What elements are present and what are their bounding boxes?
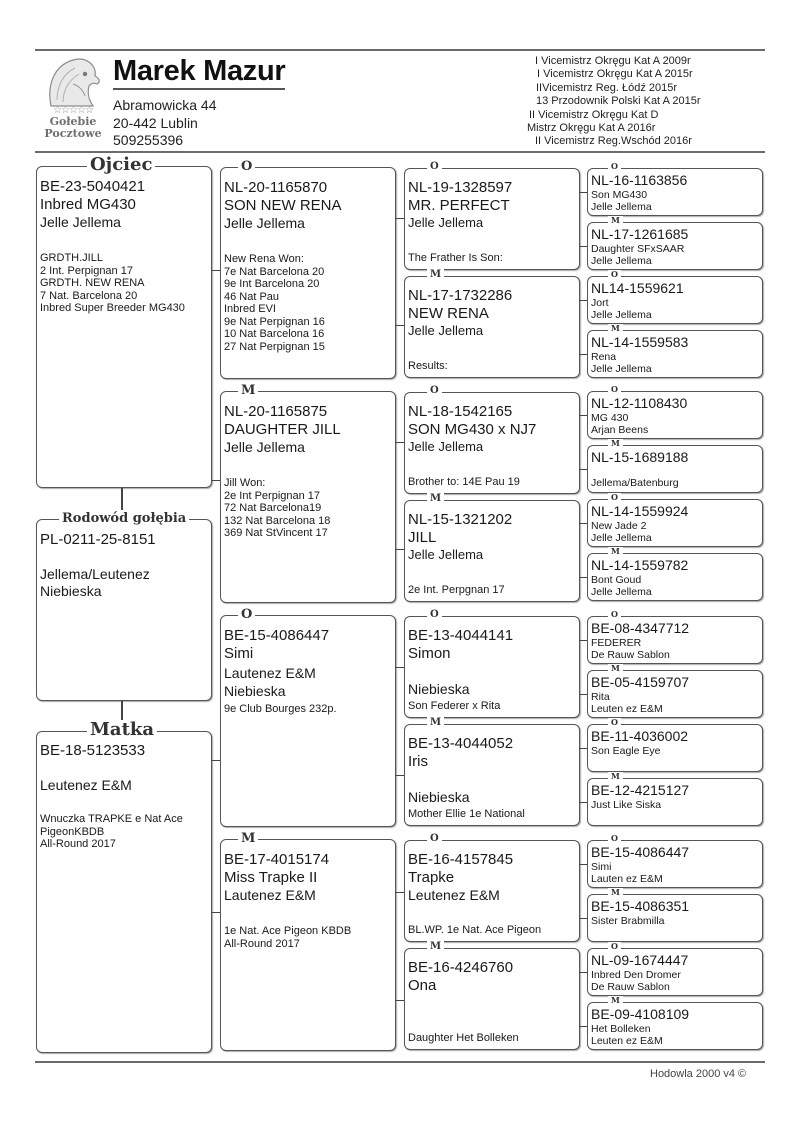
connector xyxy=(396,775,404,776)
dam-card[interactable] xyxy=(587,546,763,601)
sire-card[interactable] xyxy=(587,717,763,772)
pigeon-name: Simon xyxy=(408,645,451,662)
dam-card[interactable] xyxy=(587,215,763,270)
title-item: Mistrz Okręgu Kat A 2016r xyxy=(527,122,656,135)
dam-label: M xyxy=(608,888,623,897)
note: BL.WP. 1e Nat. Ace Pigeon xyxy=(408,923,542,936)
dam-label: M xyxy=(608,996,623,1005)
connector xyxy=(580,246,587,247)
note: Mother Ellie 1e National xyxy=(408,807,525,820)
pigeon-name: Daughter SFxSAAR xyxy=(591,243,685,255)
note-line: 2e Int Perpignan 17 xyxy=(224,489,321,502)
mother-card[interactable] xyxy=(36,719,212,1053)
notes xyxy=(224,477,395,540)
sire-card[interactable] xyxy=(404,609,580,718)
dam-card[interactable] xyxy=(404,269,580,378)
dam-label: M xyxy=(608,439,623,448)
header-bottom-rule xyxy=(35,151,765,153)
note-line: All-Round 2017 xyxy=(40,838,116,850)
subject-label: Rodowód gołębia xyxy=(59,511,189,526)
ring: BE-16-4246760 xyxy=(408,959,514,976)
dam-label: M xyxy=(427,493,444,504)
note-line: New Rena Won: xyxy=(224,253,304,265)
pigeon-name: JILL xyxy=(408,529,437,546)
dam-label: M xyxy=(608,324,623,333)
ring: NL-19-1328597 xyxy=(408,179,513,196)
mother-label: Matka xyxy=(87,720,157,740)
note: Daughter Het Bolleken xyxy=(408,1031,519,1044)
note-line: 46 Nat Pau xyxy=(224,290,280,303)
breeder: De Rauw Sablon xyxy=(591,649,670,661)
ring: NL-14-1559924 xyxy=(591,503,689,519)
note-line: All-Round 2017 xyxy=(224,937,300,950)
breeder: Lauten ez E&M xyxy=(591,873,663,885)
dam-card[interactable] xyxy=(220,383,396,603)
note-line: Jill Won: xyxy=(224,477,266,489)
sire-label: O xyxy=(608,942,621,951)
breeder: Jelle Jellema xyxy=(224,439,305,455)
subject-ring: PL-0211-25-8151 xyxy=(40,531,156,548)
note-line: 1e Nat. Ace Pigeon KBDB xyxy=(224,925,352,937)
sire-card[interactable] xyxy=(587,492,763,547)
ring: BE-15-4086447 xyxy=(591,844,690,860)
note-line: 2 Int. Perpignan 17 xyxy=(40,264,133,277)
connector xyxy=(396,667,404,668)
ring: BE-05-4159707 xyxy=(591,674,690,690)
dam-card[interactable] xyxy=(587,438,763,493)
note-line: 27 Nat Perpignan 15 xyxy=(224,340,325,353)
owner-phone: 509255396 xyxy=(113,132,184,148)
note-line: 9e Int Barcelona 20 xyxy=(224,278,320,290)
rating-stars: ☆☆☆☆☆ xyxy=(53,105,93,116)
breeder: Jelle Jellema xyxy=(591,309,652,321)
ring: BE-16-4157845 xyxy=(408,851,514,868)
note-line: 132 Nat Barcelona 18 xyxy=(224,514,331,527)
dam-card[interactable] xyxy=(404,941,580,1050)
footer-rule xyxy=(35,1061,765,1063)
connector xyxy=(580,354,587,355)
dam-label: M xyxy=(238,831,258,846)
note: Son Federer x Rita xyxy=(408,699,501,712)
note: The Frather Is Son: xyxy=(408,251,503,264)
pigeon-name: SON MG430 x NJ7 xyxy=(408,421,537,438)
sire-label: O xyxy=(608,162,621,171)
pigeon-name: Bont Goud xyxy=(591,574,642,586)
connector xyxy=(580,415,587,416)
dam-card[interactable] xyxy=(404,717,580,826)
ring: NL-17-1732286 xyxy=(408,287,513,304)
connector xyxy=(212,912,220,913)
sire-card[interactable] xyxy=(587,833,763,888)
ring: NL-14-1559782 xyxy=(591,557,689,573)
father-ring: BE-23-5040421 xyxy=(40,178,146,195)
pigeon-name: Rita xyxy=(591,691,610,703)
sire-label: O xyxy=(608,493,621,502)
pigeon-name: Son MG430 xyxy=(591,189,648,201)
sire-card[interactable] xyxy=(587,269,763,324)
ring: BE-17-4015174 xyxy=(224,851,330,868)
ring: BE-11-4036002 xyxy=(591,728,689,744)
father-label: Ojciec xyxy=(87,155,155,175)
dam-label: M xyxy=(608,547,623,556)
connector xyxy=(212,480,220,481)
ring: BE-08-4347712 xyxy=(591,620,690,636)
pigeon-name: Rena xyxy=(591,351,617,363)
dam-label: M xyxy=(427,269,444,280)
note: 2e Int. Perpgnan 17 xyxy=(408,583,505,596)
sire-card[interactable] xyxy=(587,609,763,664)
breeder: Lautenez E&M xyxy=(224,887,316,903)
sire-card[interactable] xyxy=(404,385,580,494)
owner-address: Abramowicka 44 xyxy=(113,97,217,113)
connector xyxy=(580,748,587,749)
pigeon-name: Iris xyxy=(408,753,428,770)
note-line: 9e Nat Perpignan 16 xyxy=(224,315,325,328)
note-line: 10 Nat Barcelona 16 xyxy=(224,328,325,340)
connector xyxy=(396,1000,404,1001)
title-item: II Vicemistrz Okręgu Kat D xyxy=(529,108,659,121)
note-line: Inbred EVI xyxy=(224,303,276,315)
pigeon-name: NEW RENA xyxy=(408,305,489,322)
pigeon-name: Ona xyxy=(408,977,437,994)
connector xyxy=(580,469,587,470)
owner-city: 20-442 Lublin xyxy=(113,115,198,131)
logo-text-line1: Gołebie xyxy=(49,115,97,128)
sire-card[interactable] xyxy=(220,607,396,827)
note-line: 9e Club Bourges 232p. xyxy=(224,703,337,715)
dam-card[interactable] xyxy=(587,663,763,718)
breeder: Jellema/Batenburg xyxy=(591,477,679,489)
dam-card[interactable] xyxy=(587,323,763,378)
breeder: Jelle Jellema xyxy=(591,201,652,213)
breeder: Leuten ez E&M xyxy=(591,703,663,715)
ring: NL-16-1163856 xyxy=(591,172,688,188)
connector xyxy=(121,488,123,510)
ring: BE-12-4215127 xyxy=(591,782,690,798)
connector xyxy=(580,972,587,973)
dam-card[interactable] xyxy=(587,771,763,826)
connector xyxy=(580,577,587,578)
breeder: Leutenez E&M xyxy=(408,887,500,903)
connector xyxy=(396,442,404,443)
note: Brother to: 14E Pau 19 xyxy=(408,475,520,488)
ring: NL-20-1165875 xyxy=(224,403,328,420)
dam-label: M xyxy=(608,216,623,225)
pigeon-name: Jort xyxy=(591,297,609,309)
dam-label: M xyxy=(427,717,444,728)
pigeon-name: Just Like Siska xyxy=(591,799,662,811)
owner-titles xyxy=(520,55,750,149)
sire-label: O xyxy=(608,270,621,279)
ring: BE-15-4086351 xyxy=(591,898,690,914)
title-item: I Vicemistrz Okręgu Kat A 2009r xyxy=(535,55,691,67)
mother-breeder: Leutenez E&M xyxy=(40,777,132,793)
ring: BE-13-4044052 xyxy=(408,735,514,752)
connector xyxy=(212,270,220,271)
notes xyxy=(224,253,395,353)
dam-label: M xyxy=(427,941,444,952)
ring: BE-13-4044141 xyxy=(408,627,514,644)
sire-card[interactable] xyxy=(587,941,763,996)
ring: NL-12-1108430 xyxy=(591,395,688,411)
father-breeder: Jelle Jellema xyxy=(40,214,121,230)
mother-ring: BE-18-5123533 xyxy=(40,742,146,759)
subject-color: Niebieska xyxy=(40,583,102,599)
dam-label: M xyxy=(608,664,623,673)
sire-label: O xyxy=(608,385,621,394)
breeder: De Rauw Sablon xyxy=(591,981,670,993)
dam-card[interactable] xyxy=(404,493,580,602)
father-card[interactable] xyxy=(36,154,212,488)
pigeon-name: New Jade 2 xyxy=(591,520,647,532)
sire-label: O xyxy=(427,609,442,620)
color: Niebieska xyxy=(408,789,470,805)
breeder: Jelle Jellema xyxy=(591,255,652,267)
connector xyxy=(580,918,587,919)
pigeon-name: Simi xyxy=(224,645,254,662)
connector xyxy=(580,864,587,865)
ring: NL-20-1165870 xyxy=(224,179,328,196)
pigeon-name: SON NEW RENA xyxy=(224,197,342,214)
pigeon-name: Son Eagle Eye xyxy=(591,745,661,757)
ring: BE-09-4108109 xyxy=(591,1006,690,1022)
ring: NL-15-1689188 xyxy=(591,449,689,465)
dam-card[interactable] xyxy=(587,995,763,1050)
connector xyxy=(580,523,587,524)
connector xyxy=(396,892,404,893)
dam-label: M xyxy=(238,383,258,398)
pigeon-name: Het Bolleken xyxy=(591,1023,651,1035)
pigeon-name: MG 430 xyxy=(591,412,629,424)
notes xyxy=(224,925,395,950)
subject-strain: Jellema/Leutenez xyxy=(40,566,150,582)
sire-label: O xyxy=(238,159,255,174)
sire-label: O xyxy=(427,161,442,172)
connector xyxy=(580,192,587,193)
color: Niebieska xyxy=(224,683,286,699)
logo-text-line2: Pocztowe xyxy=(44,127,102,140)
sire-card[interactable] xyxy=(404,833,580,942)
breeder: Jelle Jellema xyxy=(408,439,484,454)
breeder: Jelle Jellema xyxy=(408,323,484,338)
ring: NL-18-1542165 xyxy=(408,403,513,420)
note-line: 369 Nat StVincent 17 xyxy=(224,527,328,539)
breeder: Leuten ez E&M xyxy=(591,1035,663,1047)
title-item: 13 Przodownik Polski Kat A 2015r xyxy=(536,95,701,108)
header-top-rule xyxy=(35,49,765,51)
connector xyxy=(580,1026,587,1027)
note-line: 7e Nat Barcelona 20 xyxy=(224,265,325,278)
color: Niebieska xyxy=(408,681,470,697)
connector xyxy=(580,300,587,301)
note-line: GRDTH.JILL xyxy=(40,252,103,264)
title-item: II Vicemistrz Reg.Wschód 2016r xyxy=(535,135,692,148)
ring: NL-15-1321202 xyxy=(408,511,513,528)
title-item: I Vicemistrz Okręgu Kat A 2015r xyxy=(537,68,693,81)
note: Results: xyxy=(408,359,448,372)
owner-name: Marek Mazur xyxy=(113,54,285,90)
sire-card[interactable] xyxy=(220,159,396,379)
ring: NL-14-1559583 xyxy=(591,334,689,350)
connector xyxy=(396,218,404,219)
connector xyxy=(396,549,404,550)
sire-label: O xyxy=(608,610,621,619)
sire-label: O xyxy=(238,607,255,622)
connector xyxy=(580,640,587,641)
pigeon-name: DAUGHTER JILL xyxy=(224,421,341,438)
ring: NL-09-1674447 xyxy=(591,952,689,968)
pigeon-name: Trapke xyxy=(408,869,455,886)
breeder: Jelle Jellema xyxy=(224,215,305,231)
notes xyxy=(224,703,395,716)
breeder: Arjan Beens xyxy=(591,424,649,436)
pigeon-name: FEDERER xyxy=(591,637,642,649)
note-line: Wnuczka TRAPKE e Nat Ace xyxy=(40,813,183,825)
pigeon-name: Simi xyxy=(591,861,612,873)
pigeon-name: Inbred Den Dromer xyxy=(591,969,681,981)
pigeon-name: Sister Brabmilla xyxy=(591,915,665,927)
sire-card[interactable] xyxy=(587,161,763,216)
subject-card[interactable] xyxy=(36,511,212,701)
breeder: Jelle Jellema xyxy=(408,215,484,230)
note-line: 72 Nat Barcelona19 xyxy=(224,502,322,514)
breeder: Jelle Jellema xyxy=(591,586,652,598)
breeder: Lautenez E&M xyxy=(224,665,316,681)
dam-label: M xyxy=(608,772,623,781)
breeder: Jelle Jellema xyxy=(591,363,652,375)
pigeon-name: MR. PERFECT xyxy=(408,197,510,214)
connector xyxy=(580,694,587,695)
connector xyxy=(580,802,587,803)
sire-label: O xyxy=(427,385,442,396)
mother-notes xyxy=(40,813,211,851)
note-line: GRDTH. NEW RENA xyxy=(40,277,145,289)
sire-label: O xyxy=(608,834,621,843)
note-line: PigeonKBDB xyxy=(40,825,105,838)
dam-card[interactable] xyxy=(220,831,396,1051)
footer-credit: Hodowla 2000 v4 © xyxy=(650,1068,747,1080)
father-notes xyxy=(40,252,211,315)
ring: BE-15-4086447 xyxy=(224,627,330,644)
note-line: 7 Nat. Barcelona 20 xyxy=(40,289,138,302)
pigeon-name: Miss Trapke II xyxy=(224,869,318,886)
ring: NL-17-1261685 xyxy=(591,226,689,242)
connector xyxy=(396,325,404,326)
club-logo xyxy=(36,56,110,150)
title-item: IIVicemistrz Reg. Łódź 2015r xyxy=(536,81,678,94)
ring: NL14-1559621 xyxy=(591,280,684,296)
father-name: Inbred MG430 xyxy=(40,196,136,213)
connector xyxy=(212,760,220,761)
dam-card[interactable] xyxy=(587,887,763,942)
sire-card[interactable] xyxy=(404,161,580,270)
pigeon-head-icon xyxy=(43,56,103,108)
breeder: Jelle Jellema xyxy=(591,532,652,544)
sire-label: O xyxy=(427,833,442,844)
sire-label: O xyxy=(608,718,621,727)
breeder: Jelle Jellema xyxy=(408,547,484,562)
sire-card[interactable] xyxy=(587,384,763,439)
note-line: Inbred Super Breeder MG430 xyxy=(40,302,185,314)
